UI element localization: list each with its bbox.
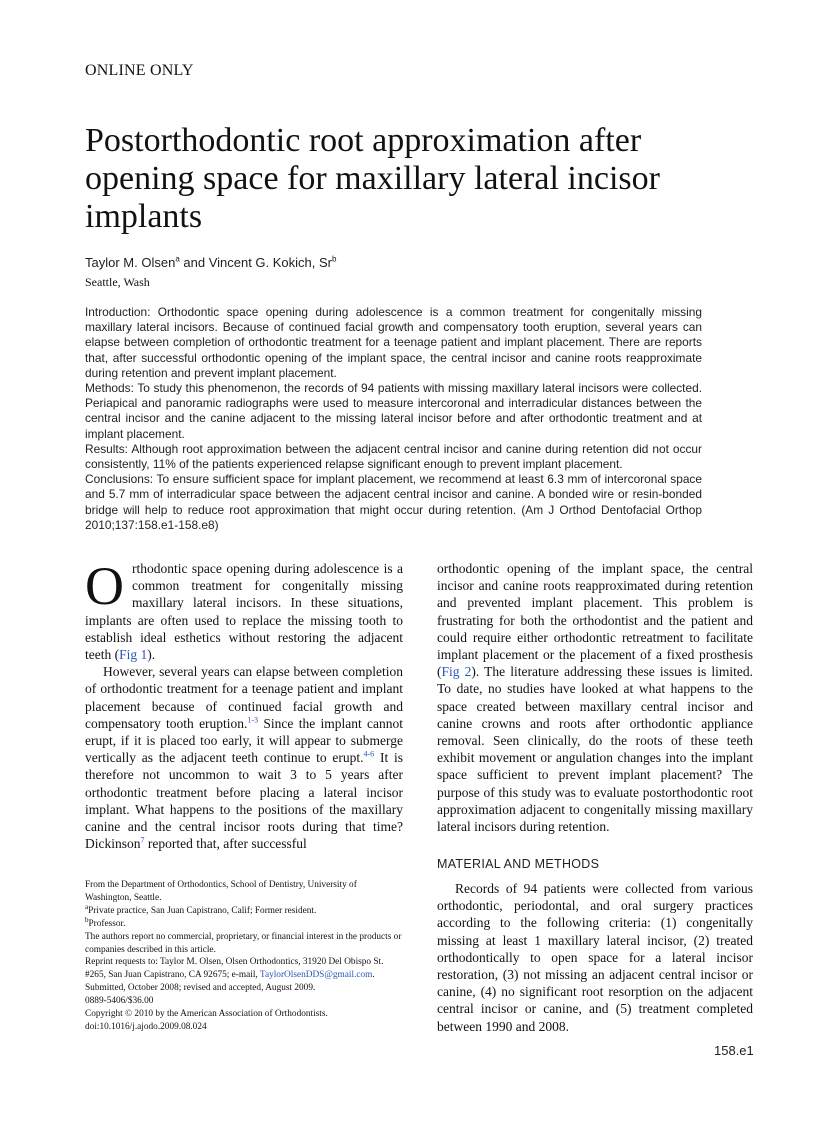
footnote-issn: 0889-5406/$36.00 [85, 996, 154, 1007]
intro-p2-c: It is therefore not uncommon to wait 3 to 5 years after orthodontic treatment before placing a lateral incisor implant. What happens to the positions of the maxillary canine and the central incisor roots during that time? Dickinson [85, 750, 403, 852]
body-column-right [437, 560, 753, 835]
methods-paragraph: Records of 94 patients were collected from various orthodontic, periodontal, and oral surgery practices according to the following criteria: (1) congenitally missing at least 1 maxillary lateral incisor, (2) treated orthodontically to open space for a lateral incisor restoration, (3) not missing an adjacent central incisor or canine, (4) no significant root resorption on the adjacent central incisor or canine, and (5) treatment completed between 1990 and 2008. [437, 881, 753, 1034]
footnote-reprint [85, 956, 403, 982]
author-kokich: Vincent G. Kokich, Sr [208, 255, 333, 270]
footnote-disclosure: The authors report no commercial, proprietary, or financial interest in the products or companies described in this article. [85, 931, 402, 955]
email-link[interactable]: TaylorOlsenDDS@gmail.com [259, 970, 373, 981]
methods-column [437, 880, 753, 1035]
intro-p1-end: ). [147, 647, 156, 663]
intro-p3-b: ). The literature addressing these issues is limited. To date, no studies have looked at what happens to the space created between maxillary central incisor and canine crowns and roots after orthodontic appliance removal. Seen clinically, do the roots of these teeth exhibit movement or angulation changes into the implant space sufficient to prevent implant placement? The purpose of this study was to evaluate postorthodontic root approximation adjacent to congenitally missing maxillary lateral incisors during retention. [437, 664, 753, 835]
intro-paragraph-2-continued [437, 560, 753, 835]
footnote-b-mark: b [85, 915, 89, 924]
footnote-a [85, 902, 403, 918]
footnote-a-text: Private practice, San Juan Capistrano, Calif; Former resident. [88, 905, 317, 916]
intro-p2-b: Since the implant cannot erupt, if it is placed too early, it will appear to submerge vertically as the adjacent teeth continue to erupt. [85, 715, 404, 766]
author-olsen: Taylor M. Olsen [85, 255, 176, 270]
abstract-conclusions: Conclusions: To ensure sufficient space for implant placement, we recommend at least 6.3 mm of intercoronal space and 5.7 mm of interradicular space between the adjacent central incisor and canine. A bonded wire or resin-bonded bridge will help to reduce root approximation that might occur during retention. (Am J Orthod Dentofacial Orthop 2010;137:158.e1-158.e8) [85, 472, 702, 532]
footnote-b [85, 915, 403, 931]
abstract-methods: Methods: To study this phenomenon, the records of 94 patients with missing maxillary lateral incisors were collected. Periapical and panoramic radiographs were used to measure intercoronal and interradicular distances between the central incisor and the canine adjacent to the missing lateral incisor before and after orthodontic treatment and at implant placement. [85, 381, 702, 441]
author-location: Seattle, Wash [85, 275, 150, 289]
abstract-results: Results: Although root approximation between the adjacent central incisor and canine during retention did not occur consistently, 11% of the patients experienced relapse significant enough to prevent implant placement. [85, 441, 702, 472]
abstract [85, 305, 702, 533]
intro-p2-d: reported that, after successful [144, 836, 307, 852]
intro-p2-a: However, several years can elapse between completion of orthodontic treatment for a teenage patient and implant placement because of continued facial growth and compensatory tooth eruption. [85, 664, 403, 731]
ref-link-7[interactable]: 7 [140, 835, 145, 845]
body-column-left [85, 556, 404, 852]
drop-cap: O [85, 556, 124, 616]
footnote-copyright: Copyright © 2010 by the American Association of Orthodontists. [85, 1009, 328, 1020]
article-title: Postorthodontic root approximation after opening space for maxillary lateral incisor implants [85, 122, 660, 235]
footnote-reprint-text: Reprint requests to: Taylor M. Olsen, Olsen Orthodontics, 31920 Del Obispo St. #265, San Juan Capistrano, CA 92675; e-mail, [85, 957, 384, 981]
footnote-b-text: Professor. [88, 918, 126, 929]
footnote-department: From the Department of Orthodontics, School of Dentistry, University of Washington, Seattle. [85, 880, 357, 903]
authors-line [85, 255, 336, 270]
ref-link-4-6[interactable]: 4-6 [363, 749, 375, 759]
intro-paragraph-2 [85, 663, 403, 852]
fig1-link[interactable]: Fig 1 [119, 647, 148, 663]
footnote-doi: doi:10.1016/j.ajodo.2009.08.024 [85, 1021, 207, 1032]
footnote-a-mark: a [85, 902, 89, 911]
fig2-link[interactable]: Fig 2 [441, 664, 472, 680]
author-olsen-affil-mark: a [175, 254, 180, 264]
abstract-introduction: Introduction: Orthodontic space opening during adolescence is a common treatment for congenitally missing maxillary lateral incisors. Because of continued facial growth and compensatory tooth eruption, several years can elapse between completion of orthodontic treatment for a teenage patient and implant placement. There are reports that, after successful orthodontic opening of the implant space, the central incisor and canine roots reapproximate during retention and prevent implant placement. [85, 305, 702, 380]
page-number: 158.e1 [714, 1043, 754, 1058]
footnote-block [85, 879, 403, 1034]
footnote-submitted: Submitted, October 2008; revised and accepted, August 2009. [85, 983, 316, 994]
ref-link-1-3[interactable]: 1-3 [247, 715, 259, 725]
author-kokich-affil-mark: b [332, 254, 337, 264]
intro-paragraph-1 [85, 556, 403, 663]
intro-p1-text: rthodontic space opening during adolescence is a common treatment for congenitally missing maxillary lateral incisors. In these situations, implants are often used to replace the missing tooth to establish ideal esthetics without restoring the adjacent teeth ( [85, 561, 403, 663]
footnote-reprint-end: . [372, 970, 375, 981]
intro-p3-a: orthodontic opening of the implant space, the central incisor and canine roots reapproximated during retention and prevented implant placement. This problem is frustrating for both the orthodontist and the patient and could require either orthodontic retreatment to facilitate implant placement or the placement of a fixed prosthesis ( [437, 561, 753, 680]
online-only-label: ONLINE ONLY [85, 62, 194, 79]
author-conjunction: and [179, 255, 209, 270]
section-heading-methods: MATERIAL AND METHODS [437, 857, 600, 871]
